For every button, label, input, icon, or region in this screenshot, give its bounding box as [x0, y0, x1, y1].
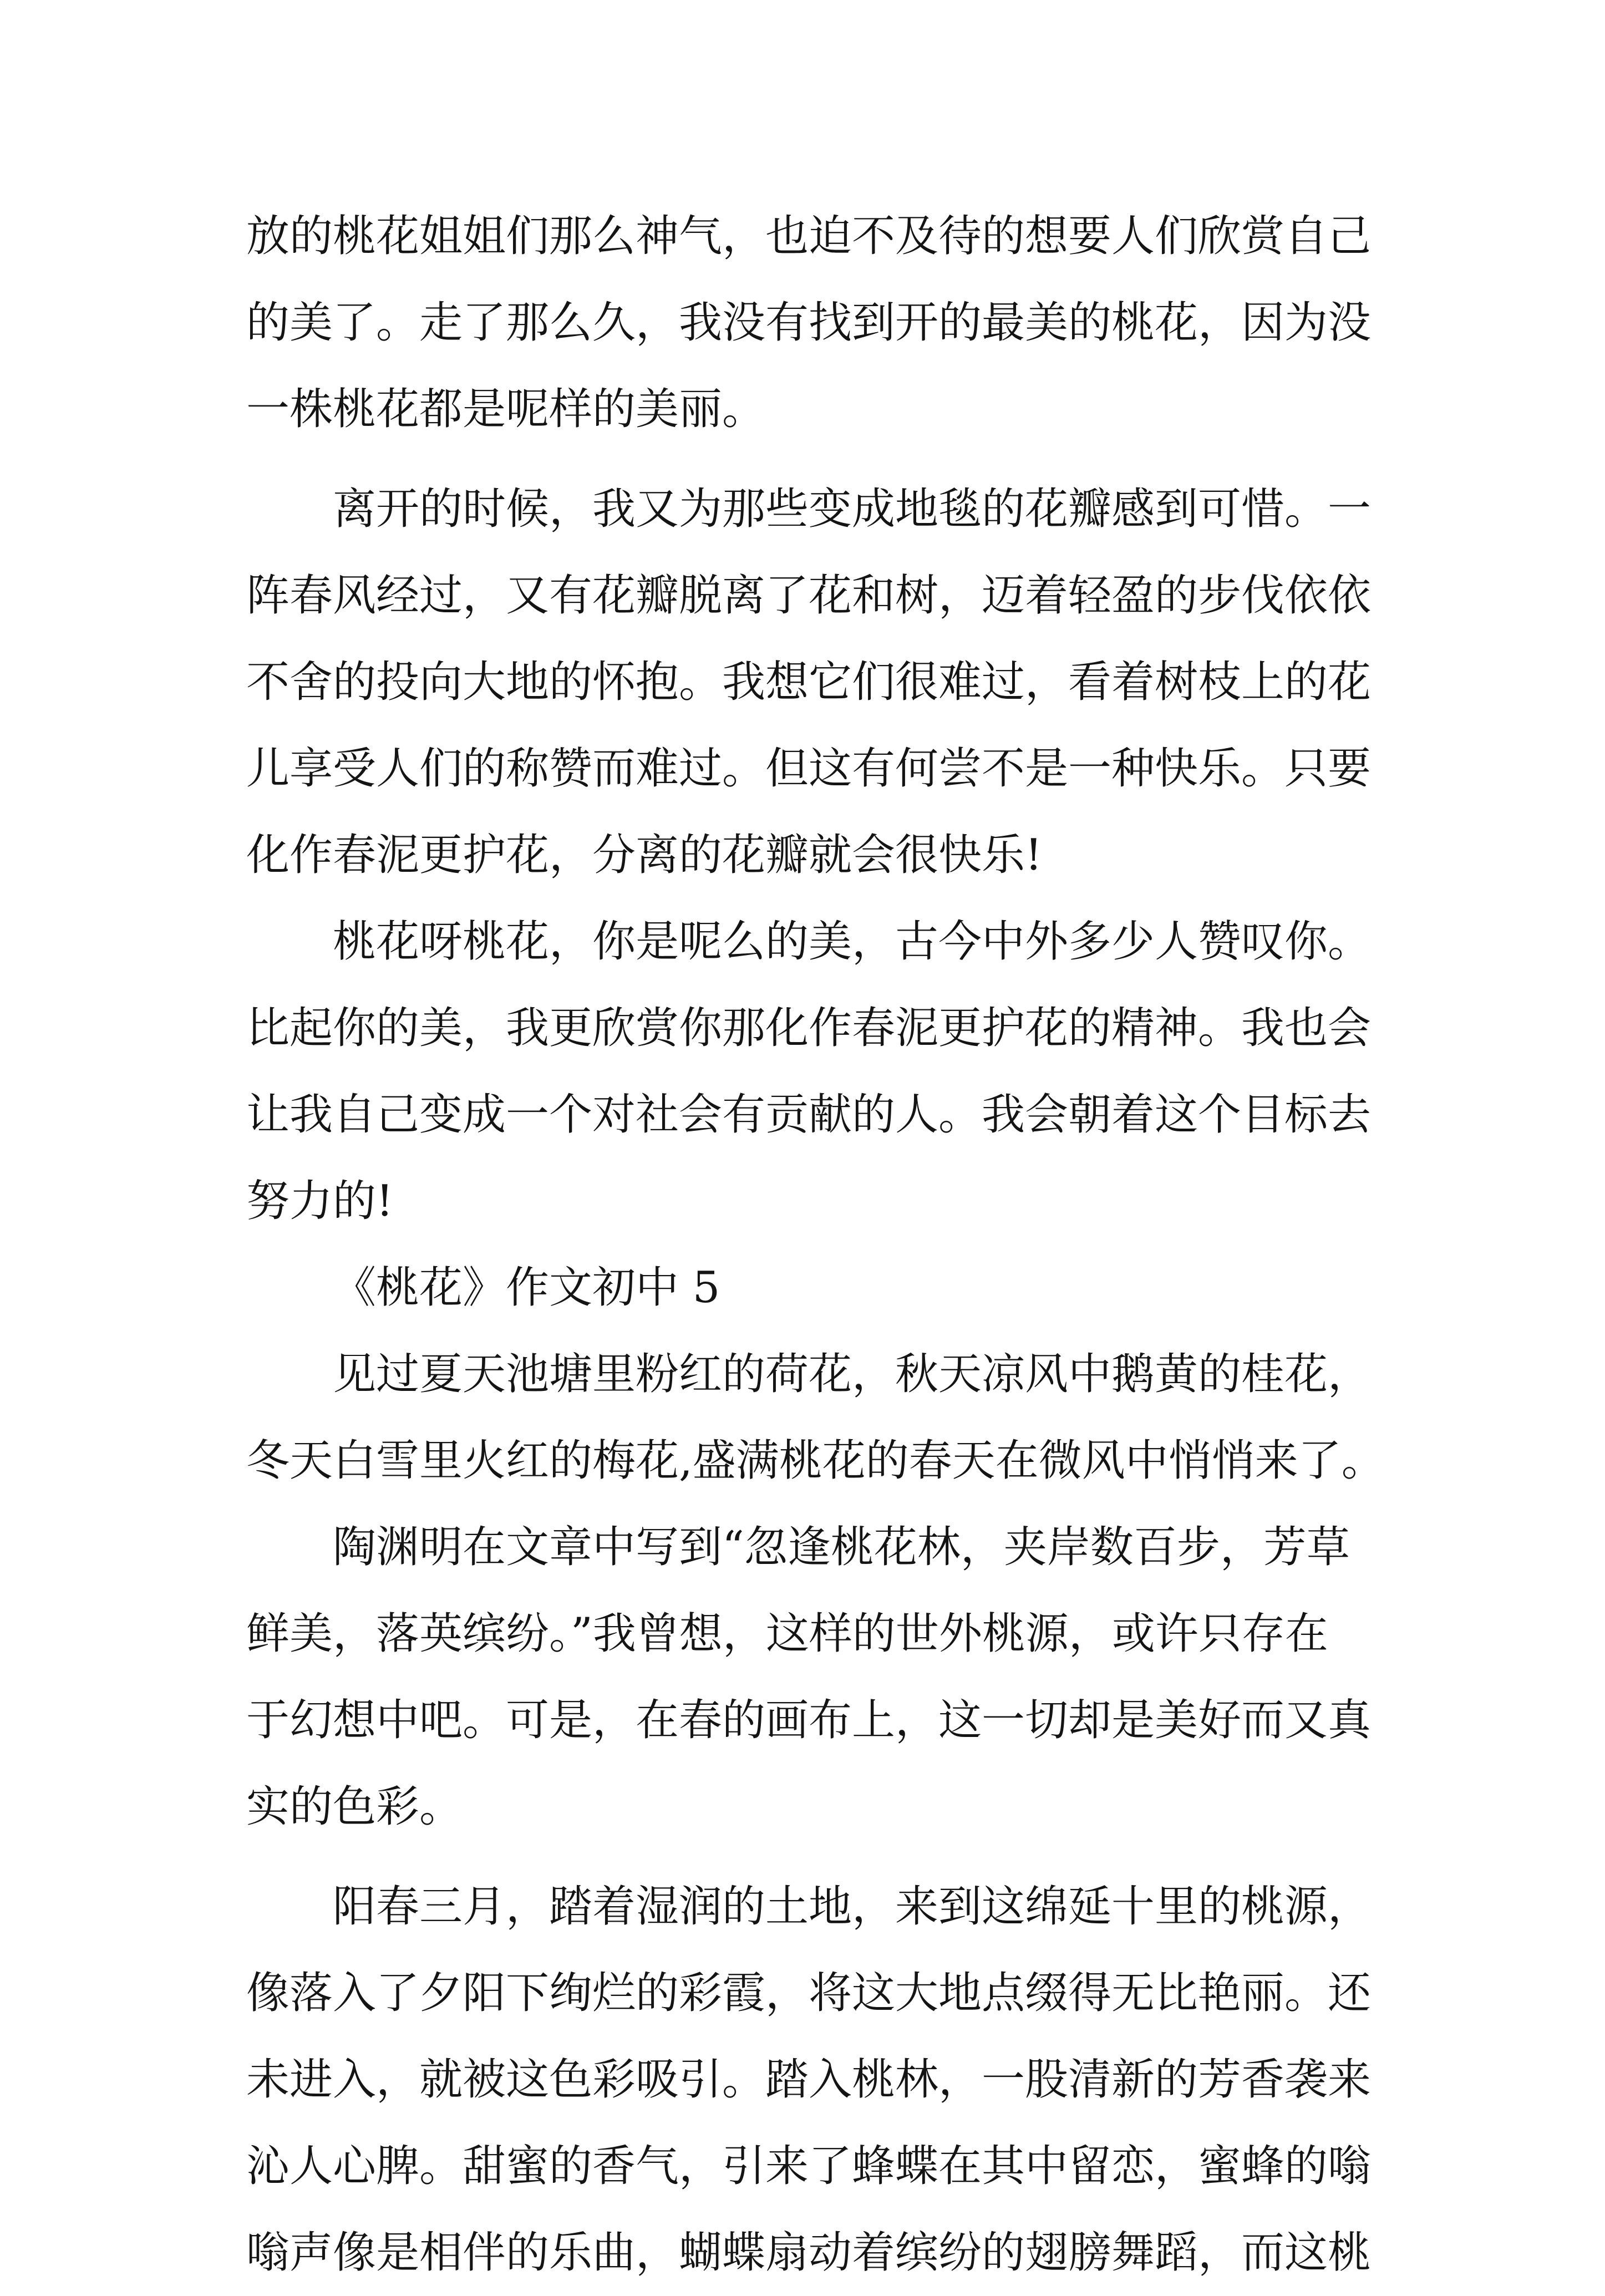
text-line: 于幻想中吧。可是，在春的画布上，这一切却是美好而又真 — [246, 1695, 1372, 1745]
paragraph-first-line: 阳春三月，踏着湿润的土地，来到这绵延十里的桃源， — [333, 1882, 1372, 1932]
essay-body — [246, 193, 1400, 2296]
text-line: 的美了。走了那么久，我没有找到开的最美的桃花，因为没 — [246, 298, 1372, 348]
text-line: 儿享受人们的称赞而难过。但这有何尝不是一种快乐。只要 — [246, 744, 1372, 794]
paragraph-first-line: 见过夏天池塘里粉红的荷花，秋天凉风中鹅黄的桂花， — [333, 1349, 1372, 1399]
text-line: 未进入，就被这色彩吸引。踏入桃林，一股清新的芳香袭来 — [246, 2055, 1372, 2105]
paragraph-first-line: 桃花呀桃花，你是呢么的美，古今中外多少人赞叹你。 — [333, 917, 1372, 967]
text-line: 冬天白雪里火红的梅花,盛满桃花的春天在微风中悄悄来了。 — [246, 1436, 1385, 1486]
paragraph-first-line: 离开的时候，我又为那些变成地毯的花瓣感到可惜。一 — [333, 484, 1372, 534]
text-line: 比起你的美，我更欣赏你那化作春泥更护花的精神。我也会 — [246, 1003, 1372, 1053]
text-line: 放的桃花姐姐们那么神气，也迫不及待的想要人们欣赏自己 — [246, 211, 1372, 261]
text-line: 像落入了夕阳下绚烂的彩霞，将这大地点缀得无比艳丽。还 — [246, 1968, 1372, 2018]
text-line: 化作春泥更护花，分离的花瓣就会很快乐! — [246, 830, 1043, 880]
text-line: 实的色彩。 — [246, 1782, 463, 1832]
text-line: 不舍的投向大地的怀抱。我想它们很难过，看着树枝上的花 — [246, 657, 1372, 707]
text-line: 嗡声像是相伴的乐曲，蝴蝶扇动着缤纷的翅膀舞蹈，而这桃 — [246, 2228, 1372, 2278]
text-line: 阵春风经过，又有花瓣脱离了花和树，迈着轻盈的步伐依依 — [246, 571, 1372, 621]
text-line: 一株桃花都是呢样的美丽。 — [246, 384, 766, 434]
text-line: 努力的! — [246, 1176, 394, 1226]
text-line: 鲜美，落英缤纷。”我曾想，这样的世外桃源，或许只存在 — [246, 1609, 1328, 1659]
paragraph-first-line: 陶渊明在文章中写到“忽逢桃花林，夹岸数百步，芳草 — [333, 1522, 1350, 1572]
text-line: 沁人心脾。甜蜜的香气，引来了蜂蝶在其中留恋，蜜蜂的嗡 — [246, 2141, 1372, 2191]
section-heading: 《桃花》作文初中 5 — [333, 1263, 720, 1313]
text-line: 让我自己变成一个对社会有贡献的人。我会朝着这个目标去 — [246, 1090, 1372, 1140]
